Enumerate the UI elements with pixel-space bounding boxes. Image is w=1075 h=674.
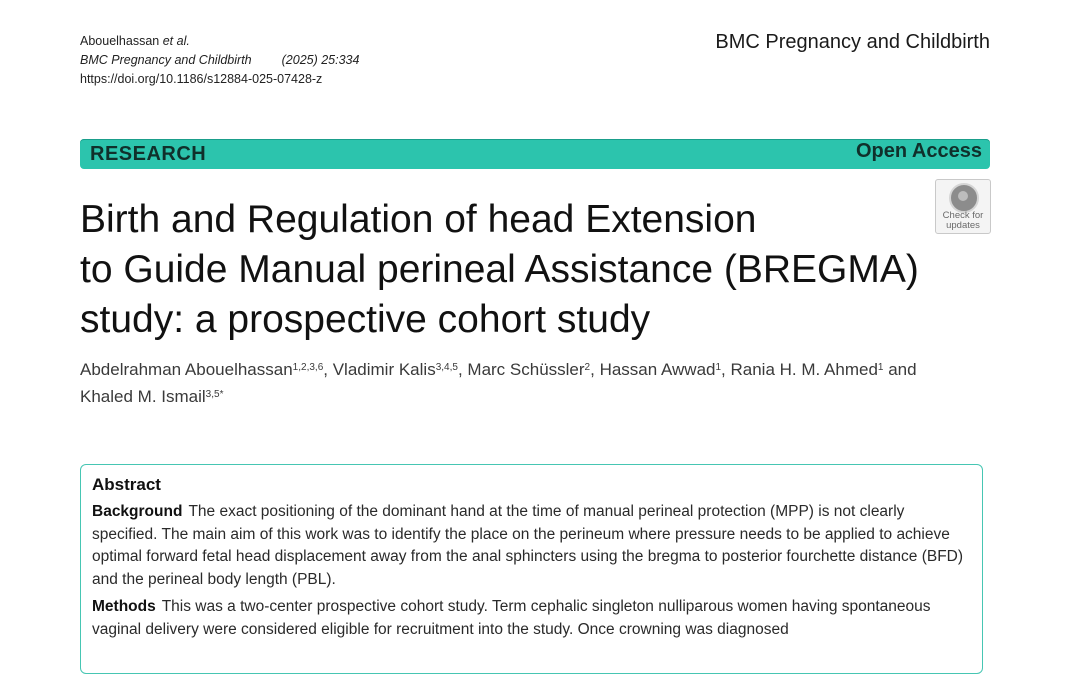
author[interactable]: Abdelrahman Abouelhassan$^{1,2,3,6}$	[80, 360, 324, 379]
doi-link[interactable]: https://doi.org/10.1186/s12884-025-07428-z	[80, 72, 323, 86]
abstract-heading: Abstract	[92, 475, 161, 494]
author[interactable]: Rania H. M. Ahmed$^1$	[730, 360, 884, 379]
article-type-banner	[80, 139, 990, 169]
journal-citation: BMC Pregnancy and Childbirth (2025) 25:334	[80, 53, 360, 67]
badge-text: Check for updates	[942, 210, 984, 231]
author-list: Abdelrahman Abouelhassan$^{1,2,3,6}$, Vladimir Kalis$^{3,4,5}$, Marc Schüssler$^2$, Hassan Awwad$^1$, Rania H. M. Ahmed$^1$ and Khaled M. Ismail$^{3,5*}$	[80, 360, 917, 406]
author[interactable]: Khaled M. Ismail$^{3,5*}$	[80, 387, 224, 406]
author[interactable]: Vladimir Kalis$^{3,4,5}$	[332, 360, 458, 379]
author[interactable]: Marc Schüssler$^2$	[467, 360, 591, 379]
article-title: Birth and Regulation of head Extension to Guide Manual perineal Assistance (BREGMA) study: a prospective cohort study	[80, 198, 919, 341]
open-access-label[interactable]: Open Access	[856, 140, 982, 162]
abstract-methods: Methods This was a two-center prospective cohort study. Term cephalic singleton nulliparous women having spontaneous vaginal delivery were considered eligible for recruitment into the study. Once crowning was diagnosed	[92, 598, 931, 638]
abstract-box	[80, 464, 983, 674]
article-type-label: RESEARCH	[90, 143, 207, 165]
article-meta	[80, 32, 359, 89]
abstract-background: Background The exact positioning of the dominant hand at the time of manual perineal protection (MPP) is not clearly specified. The main aim of this work was to identify the place on the perineum where pressure needs to be applied to achieve optimal forward fetal head displacement away from the anal sphincters using the bregma to posterior fourchette distance (BFD) and the perineal body length (PBL).	[92, 503, 964, 588]
author[interactable]: Hassan Awwad$^1$	[599, 360, 722, 379]
journal-name: BMC Pregnancy and Childbirth	[715, 31, 990, 53]
author-citation: Abouelhassan et al.	[80, 34, 190, 48]
